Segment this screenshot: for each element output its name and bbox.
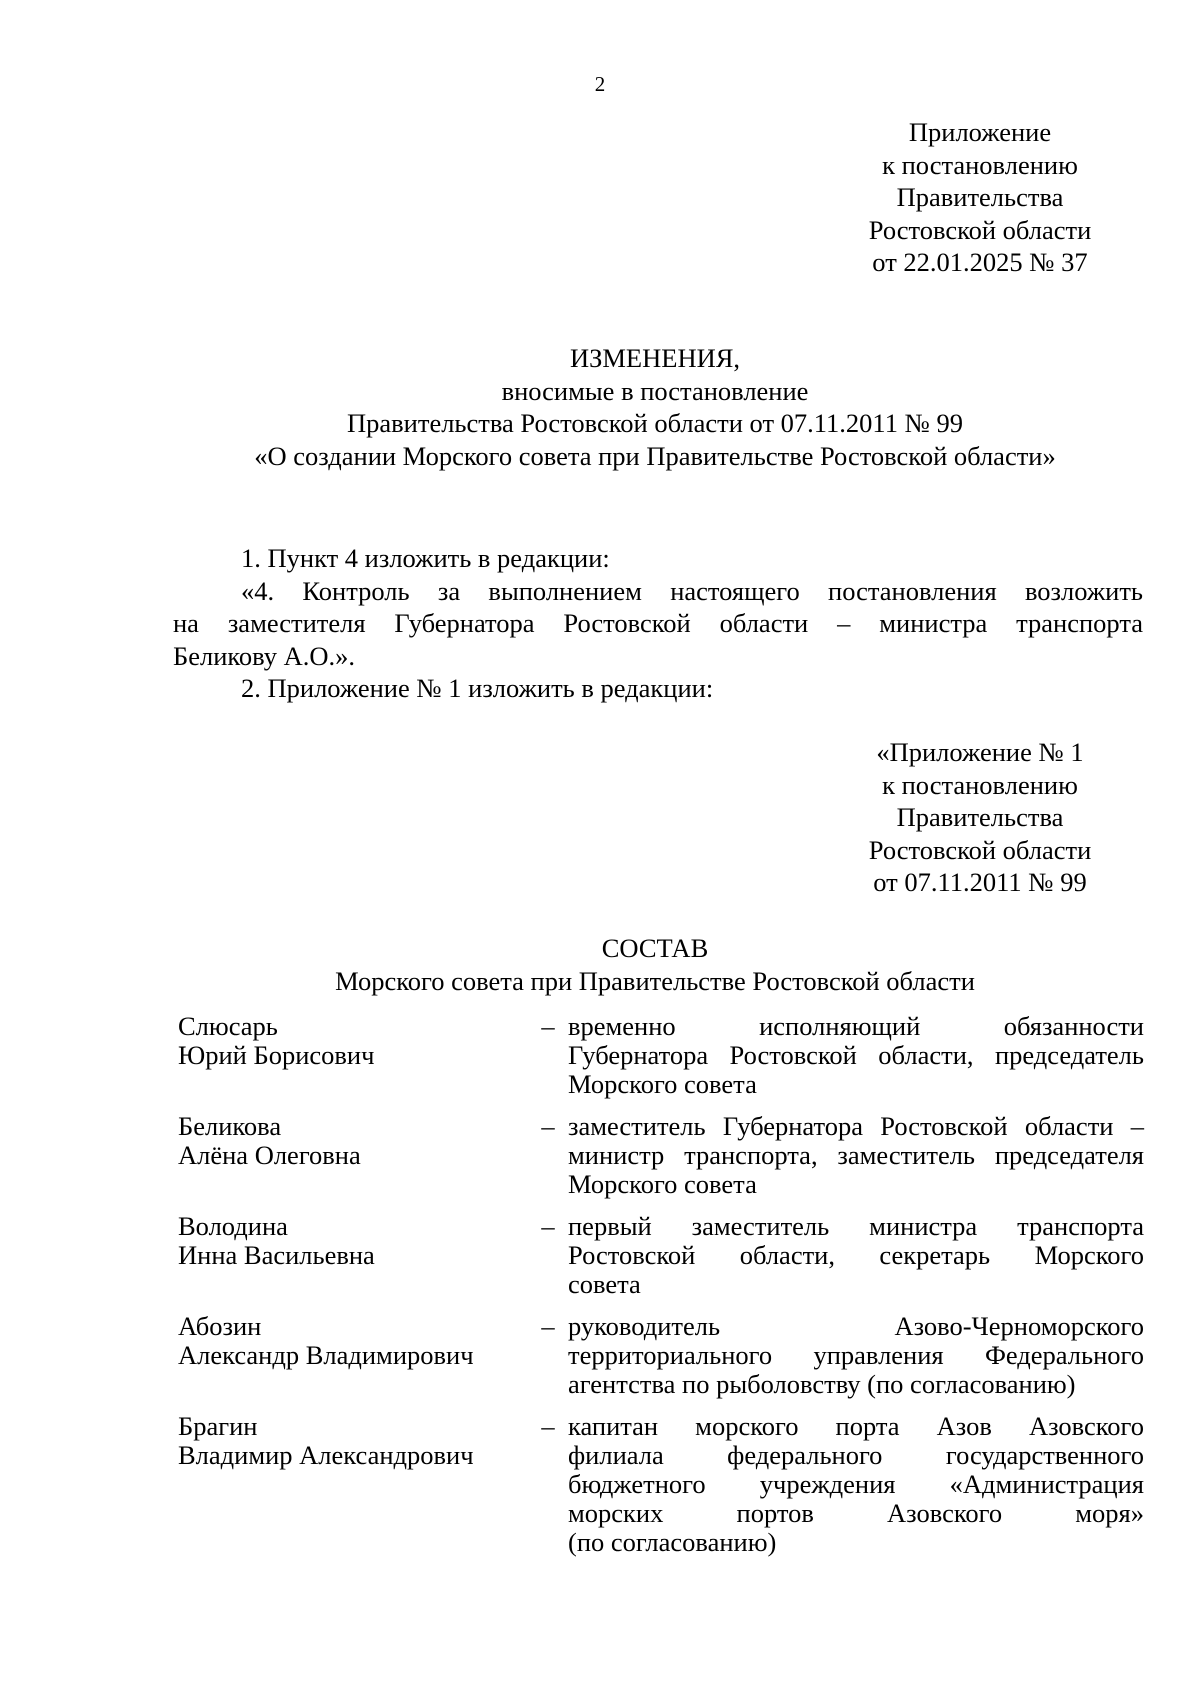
member-role-line: бюджетного учреждения «Администрация xyxy=(568,1469,1144,1499)
member-given-name: Юрий Борисович xyxy=(178,1040,375,1070)
member-role-line: филиала федерального государственного xyxy=(568,1440,1144,1470)
member-dash: – xyxy=(541,1311,555,1341)
member-given-name: Инна Васильевна xyxy=(178,1240,375,1270)
member-role-line: морских портов Азовского моря» xyxy=(568,1498,1144,1528)
title-line: «О создании Морского совета при Правительстве Ростовской области» xyxy=(254,440,1056,471)
appendix-1-header-line: к постановлению xyxy=(882,769,1078,800)
member-dash: – xyxy=(541,1211,555,1241)
members-list xyxy=(178,1012,1144,1570)
member-name xyxy=(178,1312,528,1399)
appendix-header-line: Ростовской области xyxy=(868,214,1092,245)
member-role-line: капитан морского порта Азов Азовского xyxy=(568,1411,1144,1441)
body-item-1: 1. Пункт 4 изложить в редакции: xyxy=(241,543,610,573)
member-name xyxy=(178,1212,528,1299)
body-quote-line: Беликову А.О.». xyxy=(173,640,356,671)
member-role-line: (по согласованию) xyxy=(568,1527,777,1557)
member-name xyxy=(178,1112,528,1199)
member-dash: – xyxy=(541,1411,555,1441)
body-text xyxy=(173,542,1143,705)
member-given-name: Александр Владимирович xyxy=(178,1340,474,1370)
member-role xyxy=(568,1412,1144,1557)
member-row xyxy=(178,1212,1144,1299)
member-dash: – xyxy=(541,1111,555,1141)
title-line: Правительства Ростовской области от 07.11.2011 № 99 xyxy=(347,408,963,438)
member-dash: – xyxy=(541,1011,555,1041)
member-name xyxy=(178,1012,528,1099)
appendix-1-header xyxy=(820,736,1140,899)
appendix-header xyxy=(820,116,1140,279)
member-role-line: совета xyxy=(568,1269,641,1299)
appendix-1-header-line: Правительства xyxy=(896,802,1064,832)
member-row xyxy=(178,1312,1144,1399)
appendix-header-line: Правительства xyxy=(896,182,1064,212)
title-line: вносимые в постановление xyxy=(501,375,809,406)
member-role-line: первый заместитель министра транспорта xyxy=(568,1211,1144,1241)
member-row xyxy=(178,1412,1144,1557)
page-number: 2 xyxy=(594,72,606,96)
appendix-1-header-line: Ростовской области xyxy=(868,834,1092,865)
appendix-header-line: Приложение xyxy=(908,117,1052,147)
member-role-line: агентства по рыболовству (по согласованию) xyxy=(568,1369,1076,1399)
member-role xyxy=(568,1112,1144,1199)
member-role xyxy=(568,1012,1144,1099)
member-given-name: Владимир Александрович xyxy=(178,1440,474,1470)
member-surname: Абозин xyxy=(178,1311,262,1341)
member-surname: Беликова xyxy=(178,1111,282,1141)
member-role-line: территориального управления Федерального xyxy=(568,1340,1144,1370)
sostav-title xyxy=(150,932,1160,997)
appendix-1-header-line: «Приложение № 1 xyxy=(876,737,1084,767)
member-role-line: Морского совета xyxy=(568,1069,757,1099)
member-name xyxy=(178,1412,528,1557)
title-heading: ИЗМЕНЕНИЯ, xyxy=(569,343,741,373)
member-role-line: Губернатора Ростовской области, председатель xyxy=(568,1040,1144,1070)
sostav-subheading: Морского совета при Правительстве Ростовской области xyxy=(335,965,975,996)
appendix-header-line: к постановлению xyxy=(882,149,1078,180)
member-role-line: заместитель Губернатора Ростовской области – xyxy=(568,1111,1144,1141)
member-surname: Брагин xyxy=(178,1411,258,1441)
body-quote-line: «4. Контроль за выполнением настоящего постановления возложить xyxy=(241,575,1143,606)
document-title xyxy=(150,342,1160,472)
member-role xyxy=(568,1312,1144,1399)
appendix-header-line: от 22.01.2025 № 37 xyxy=(872,247,1088,277)
member-row xyxy=(178,1012,1144,1099)
member-role-line: временно исполняющий обязанности xyxy=(568,1011,1144,1041)
member-given-name: Алёна Олеговна xyxy=(178,1140,361,1170)
member-role-line: руководитель Азово-Черноморского xyxy=(568,1311,1144,1341)
member-role-line: министр транспорта, заместитель председателя xyxy=(568,1140,1144,1170)
sostav-heading: СОСТАВ xyxy=(601,933,709,963)
member-surname: Слюсарь xyxy=(178,1011,278,1041)
member-role-line: Ростовской области, секретарь Морского xyxy=(568,1240,1144,1270)
member-role-line: Морского совета xyxy=(568,1169,757,1199)
appendix-1-header-line: от 07.11.2011 № 99 xyxy=(873,867,1087,897)
body-quote-line: на заместителя Губернатора Ростовской области – министра транспорта xyxy=(173,608,1143,638)
member-surname: Володина xyxy=(178,1211,288,1241)
member-row xyxy=(178,1112,1144,1199)
member-role xyxy=(568,1212,1144,1299)
body-item-2: 2. Приложение № 1 изложить в редакции: xyxy=(241,673,714,703)
